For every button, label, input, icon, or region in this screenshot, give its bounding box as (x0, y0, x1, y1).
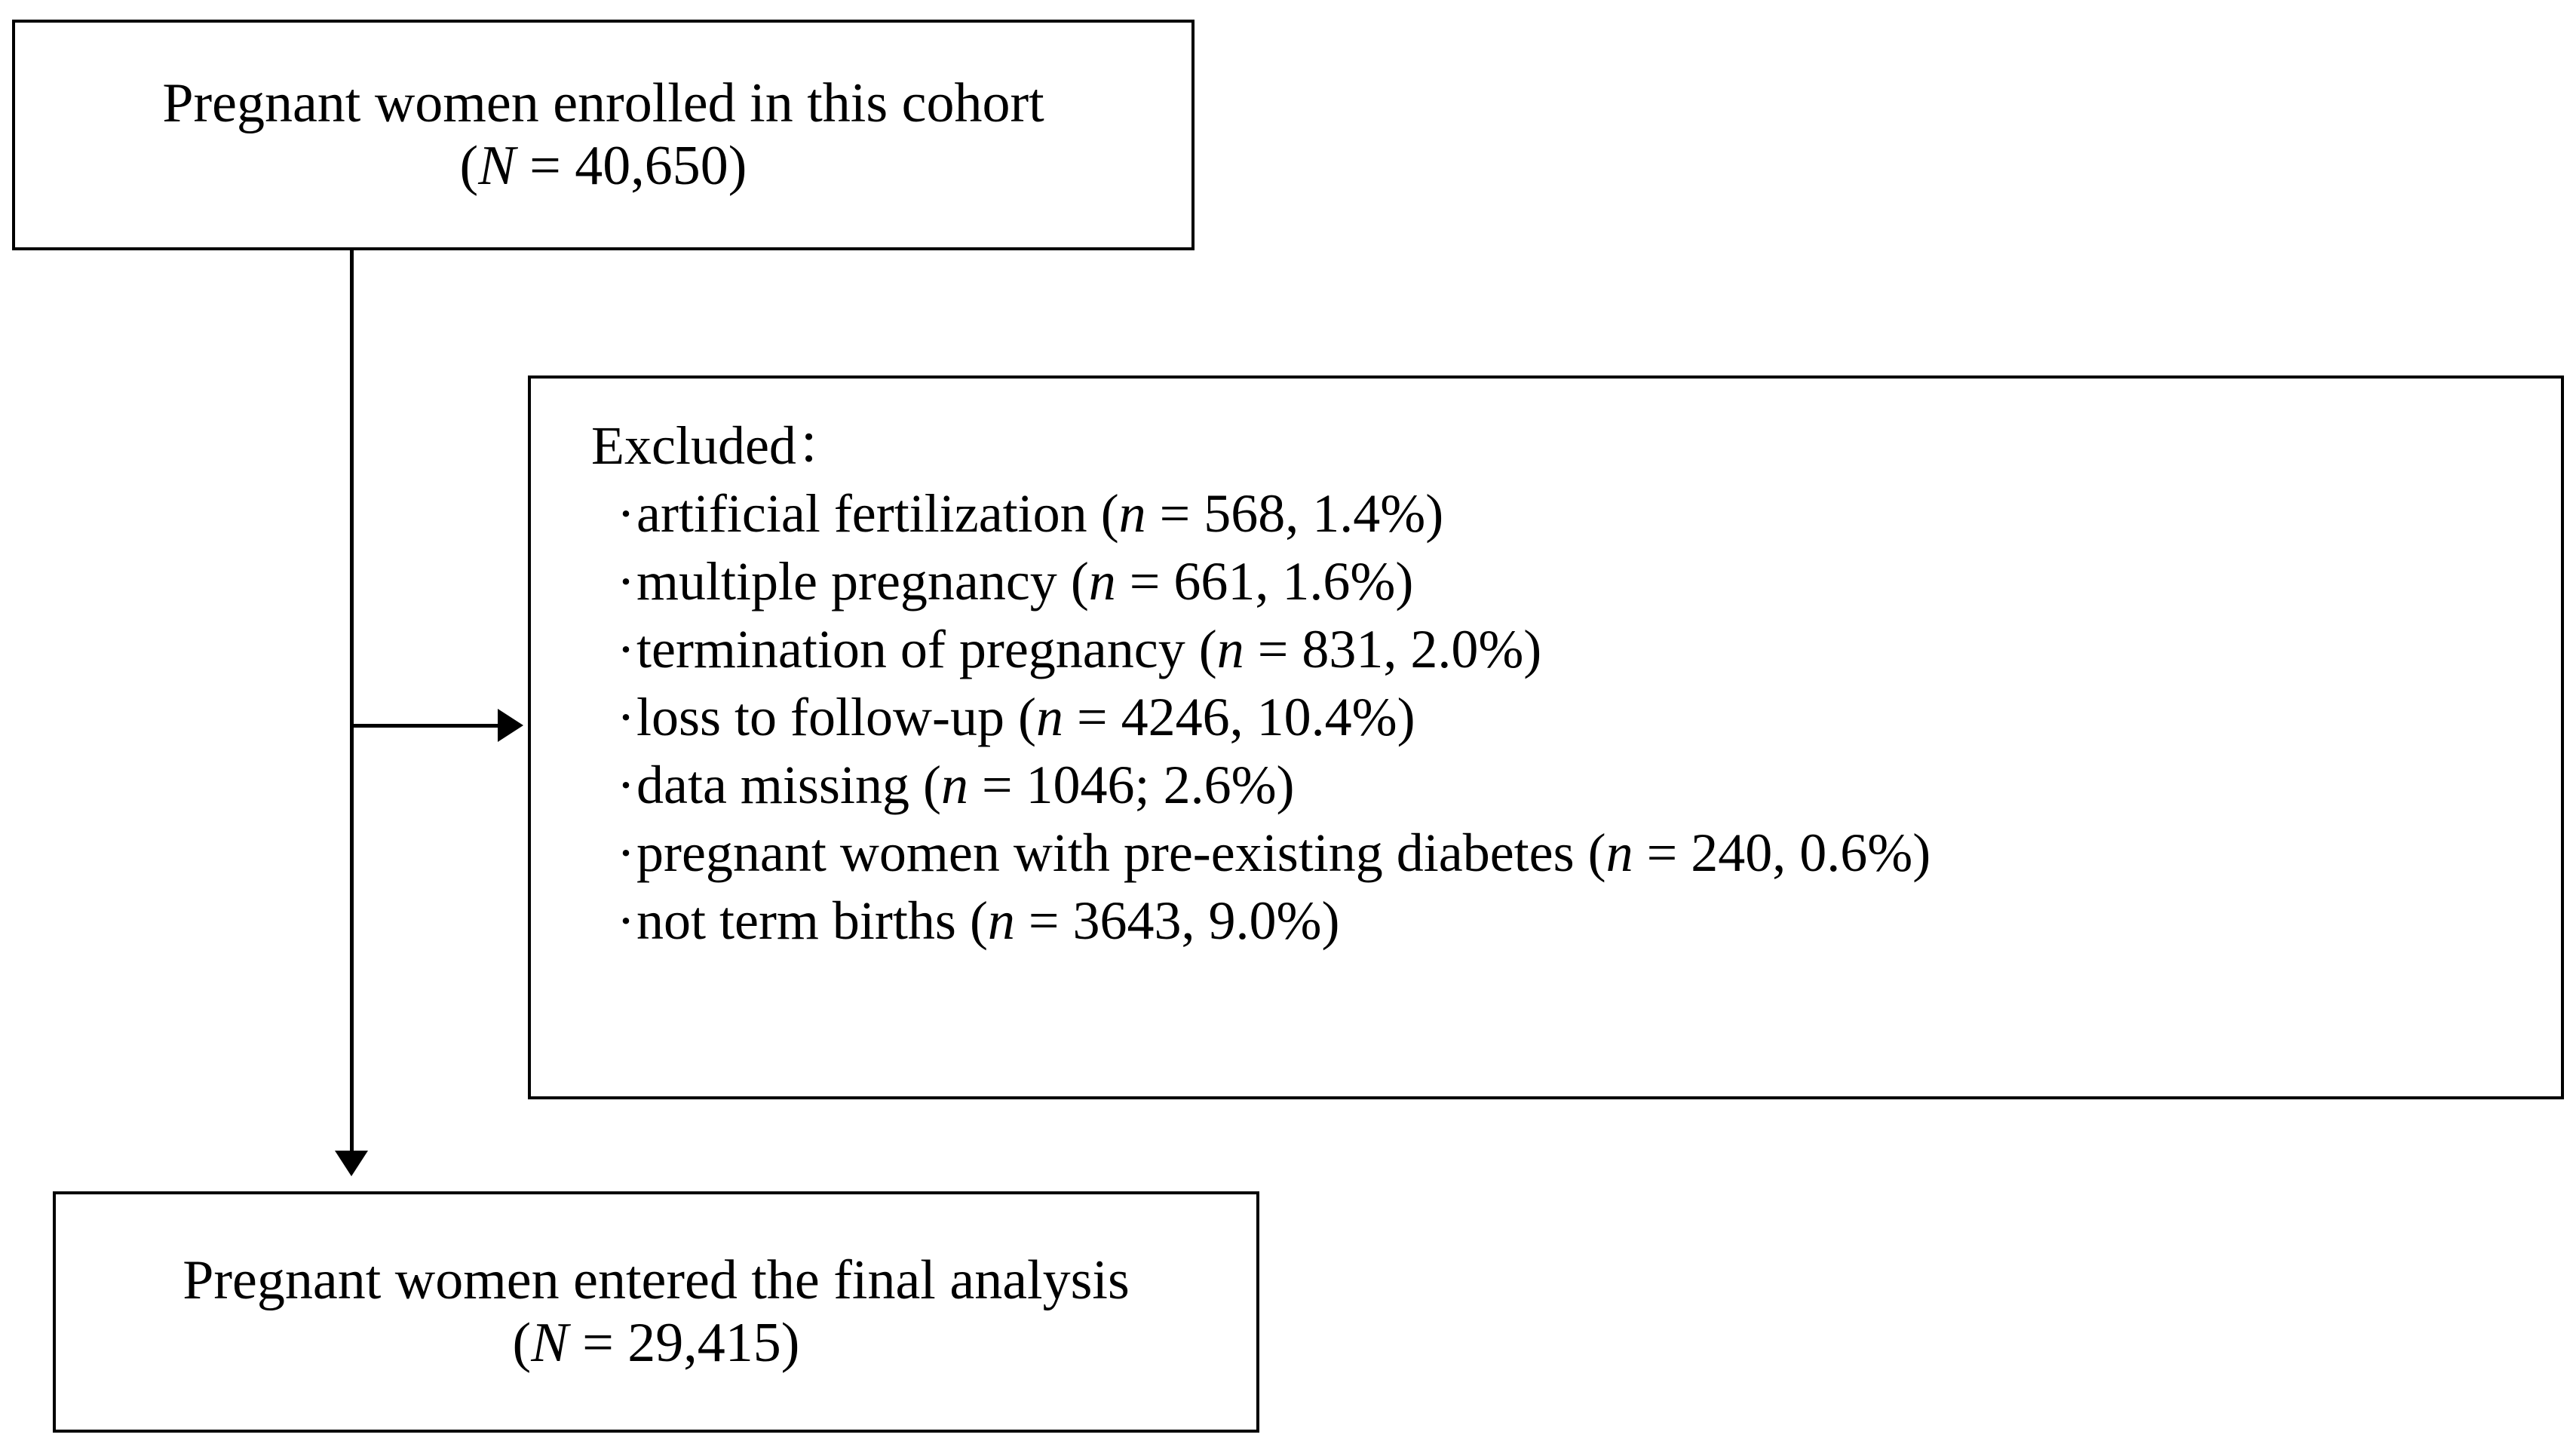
node-enrolled-paren-open: ( (459, 135, 479, 197)
excluded-item-5-n-value: 240 (1691, 822, 1773, 883)
excluded-item-1-n-symbol: n (1088, 550, 1116, 612)
excluded-item-5-n-symbol: n (1605, 822, 1633, 883)
excluded-item-5-label: pregnant women with pre-existing diabetes (636, 822, 1575, 883)
excluded-item-4-n-symbol: n (940, 754, 968, 815)
excluded-item-1-separator: , (1255, 550, 1269, 612)
excluded-item-0-n-symbol: n (1118, 483, 1146, 544)
node-final-paren-open: ( (512, 1312, 532, 1374)
excluded-item-3-percent: 10.4% (1256, 686, 1397, 747)
node-final-n-symbol: N (531, 1312, 569, 1374)
excluded-item-6-percent: 9.0% (1208, 890, 1322, 951)
arrow-head-right (498, 709, 523, 742)
list-item: · artificial fertilization (n = 568, 1.4%) (617, 480, 2561, 547)
excluded-item-0-label: artificial fertilization (636, 483, 1087, 544)
excluded-item-2-n-symbol: n (1216, 618, 1244, 679)
excluded-item-3-label: loss to follow-up (636, 686, 1004, 747)
excluded-item-4-label: data missing (636, 754, 909, 815)
excluded-item-1-percent: 1.6% (1282, 550, 1396, 612)
arrow-head-down (335, 1151, 368, 1176)
excluded-item-3-n-symbol: n (1035, 686, 1063, 747)
list-item: · not term births (n = 3643, 9.0%) (617, 887, 2561, 955)
excluded-item-6-n-value: 3643 (1072, 890, 1182, 951)
excluded-heading: Excluded： (591, 415, 851, 476)
node-final-analysis (53, 1191, 1259, 1433)
excluded-item-2-label: termination of pregnancy (636, 618, 1185, 679)
node-enrolled-cohort (12, 20, 1195, 250)
excluded-item-0-separator: , (1285, 483, 1299, 544)
list-item: · loss to follow-up (n = 4246, 10.4%) (617, 683, 2561, 751)
list-item: · multiple pregnancy (n = 661, 1.6%) (617, 547, 2561, 615)
excluded-item-3-separator: , (1229, 686, 1244, 747)
excluded-item-2-separator: , (1383, 618, 1397, 679)
connector-vertical-main (350, 250, 354, 1155)
excluded-item-4-percent: 2.6% (1163, 754, 1277, 815)
excluded-item-5-separator: , (1772, 822, 1786, 883)
excluded-item-1-n-value: 661 (1173, 550, 1256, 612)
connector-horizontal-excluded (350, 724, 501, 728)
node-enrolled-line2 (460, 135, 747, 198)
excluded-item-3-n-value: 4246 (1121, 686, 1230, 747)
excluded-item-6-label: not term births (636, 890, 956, 951)
node-enrolled-n-symbol: N (478, 135, 516, 197)
excluded-item-2-n-value: 831 (1302, 618, 1384, 679)
excluded-item-0-percent: 1.4% (1312, 483, 1426, 544)
excluded-list (591, 480, 2561, 955)
list-item: · termination of pregnancy (n = 831, 2.0%) (617, 615, 2561, 683)
excluded-item-4-n-value: 1046 (1026, 754, 1135, 815)
list-item: · pregnant women with pre-existing diabetes (n = 240, 0.6%) (617, 819, 2561, 887)
excluded-item-1-label: multiple pregnancy (636, 550, 1057, 612)
node-enrolled-n-value: = 40,650) (515, 135, 747, 197)
excluded-item-2-percent: 2.0% (1410, 618, 1524, 679)
node-excluded (528, 375, 2564, 1099)
node-final-line2 (513, 1312, 800, 1375)
list-item: · data missing (n = 1046; 2.6%) (617, 751, 2561, 819)
excluded-item-0-n-value: 568 (1204, 483, 1286, 544)
node-enrolled-line1: Pregnant women enrolled in this cohort (162, 72, 1044, 135)
node-final-n-value: = 29,415) (568, 1312, 800, 1374)
excluded-item-6-separator: , (1181, 890, 1195, 951)
node-final-line1: Pregnant women entered the final analysis (182, 1249, 1130, 1312)
excluded-item-6-n-symbol: n (987, 890, 1015, 951)
excluded-item-5-percent: 0.6% (1799, 822, 1913, 883)
excluded-item-4-separator: ; (1134, 754, 1150, 815)
